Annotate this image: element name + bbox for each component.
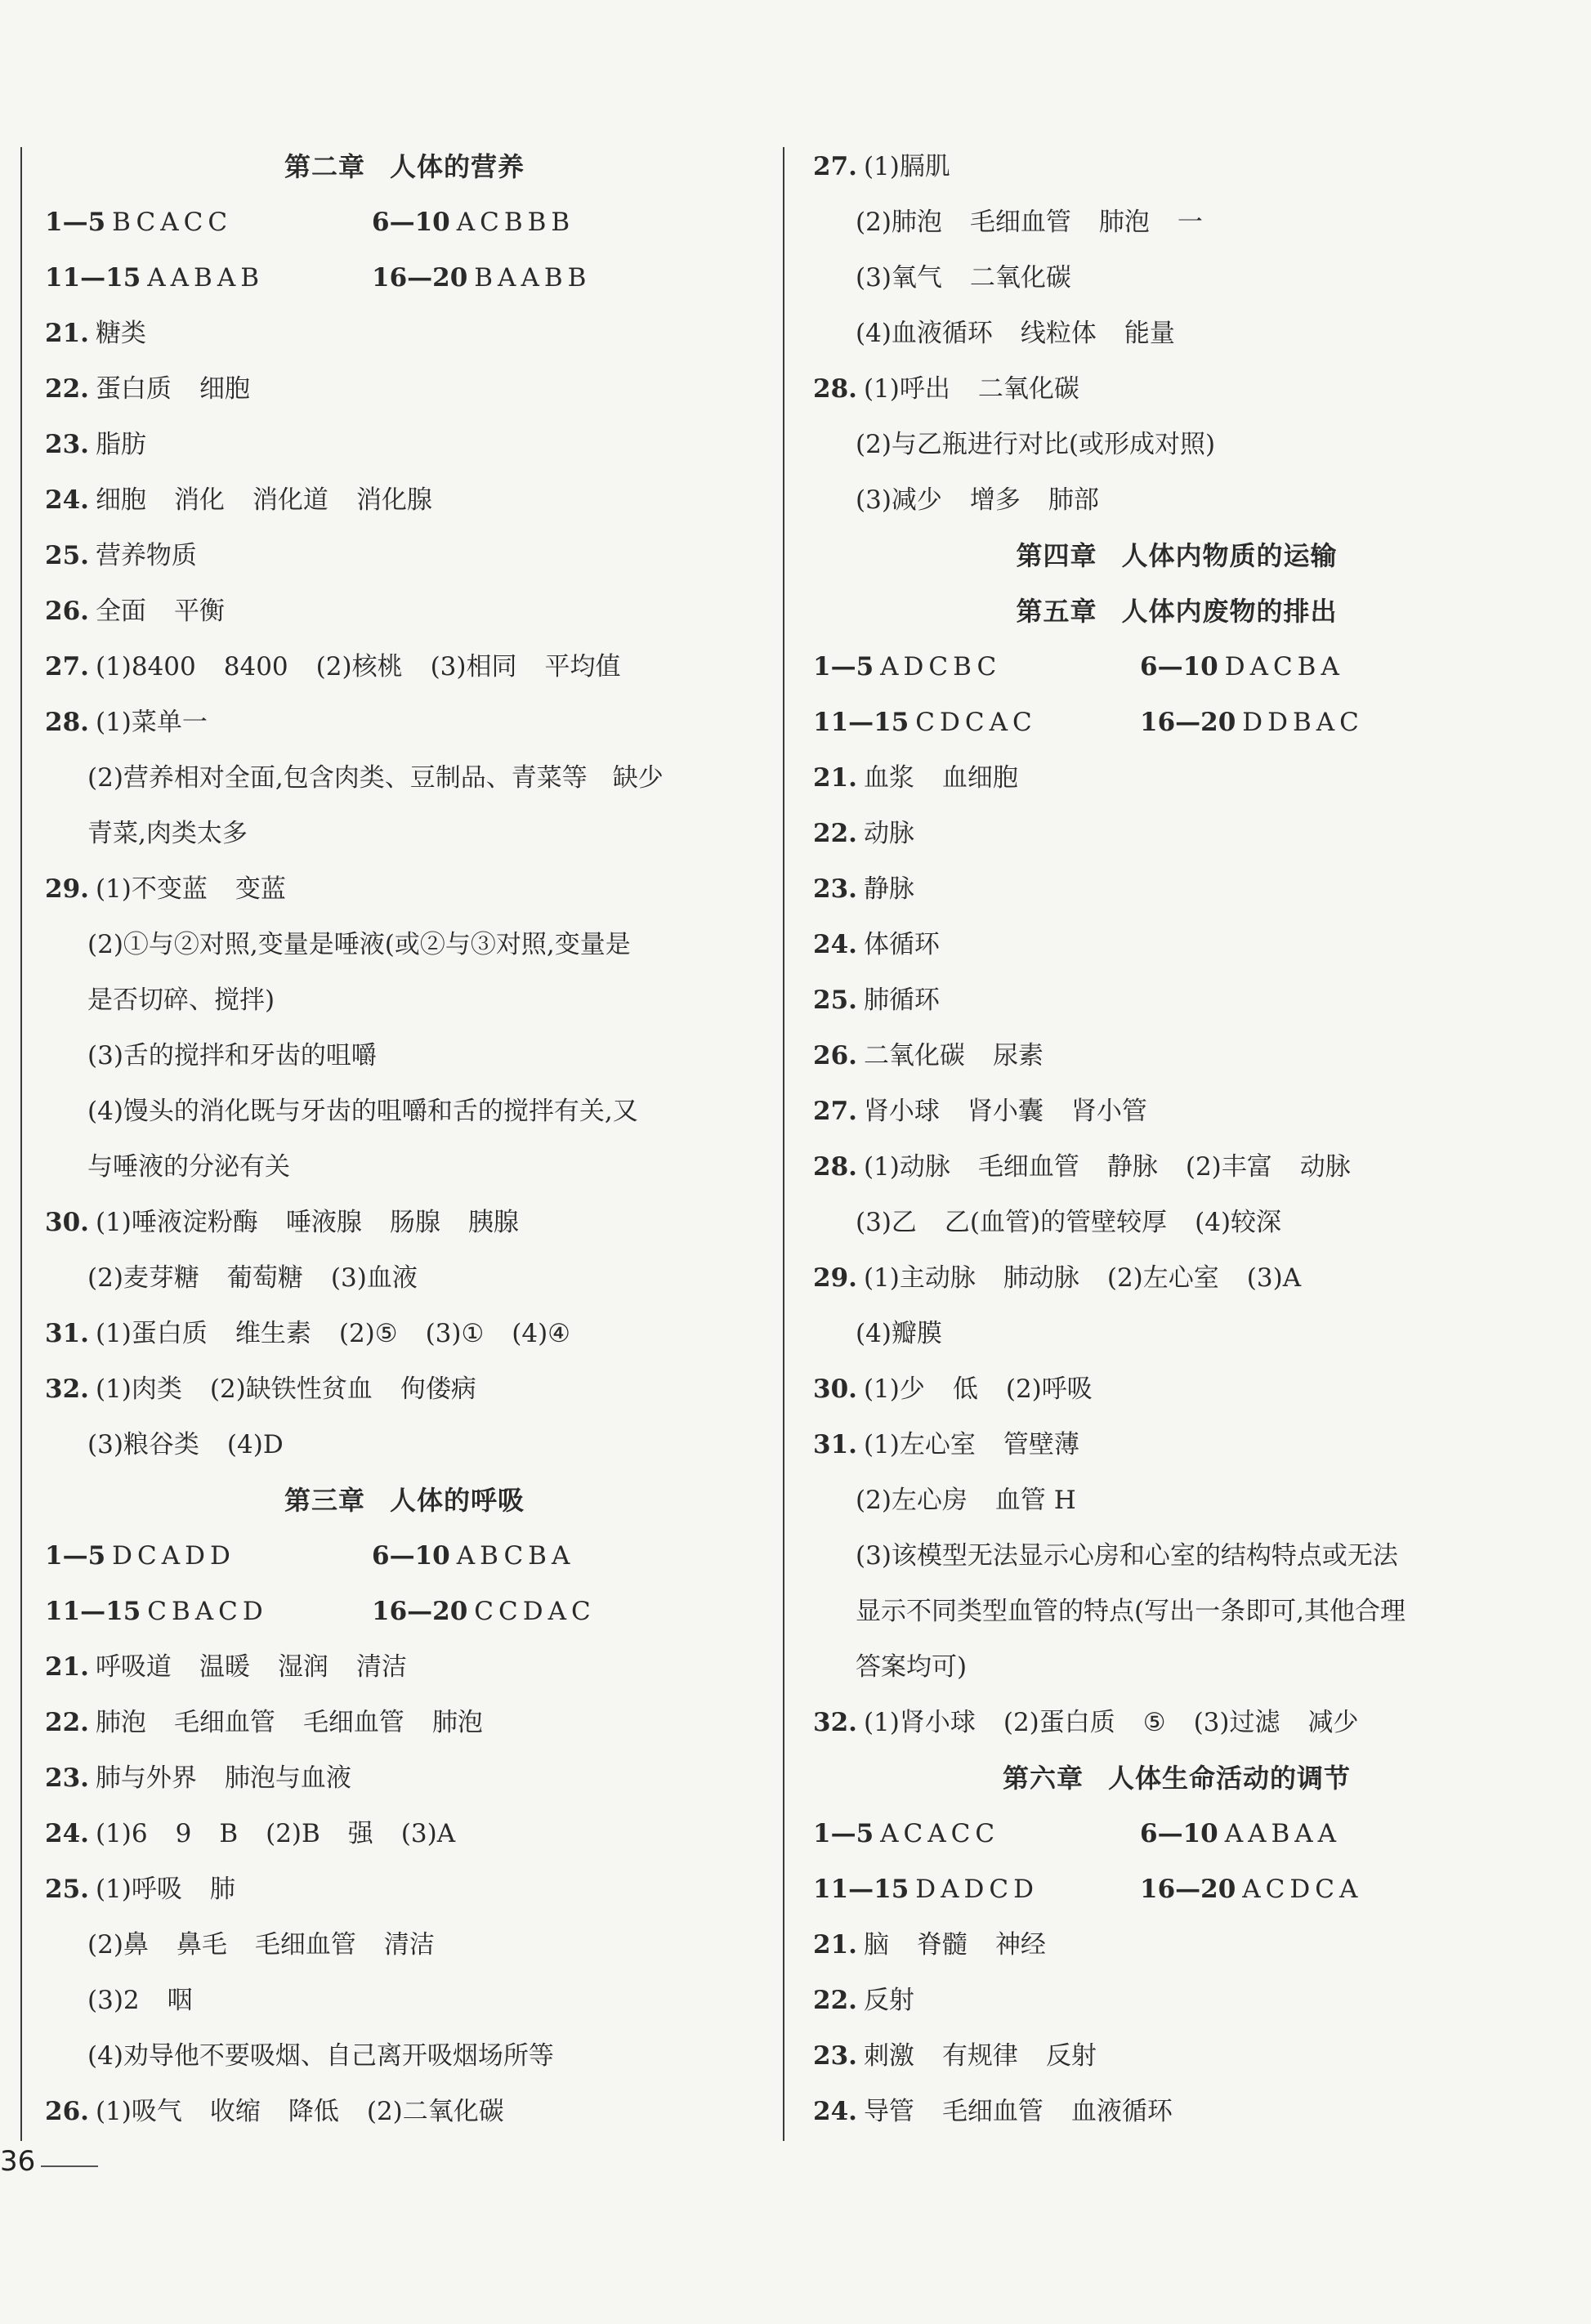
answer-22: 22. 动脉 [813,819,914,848]
answer-29-part-4: (4)瓣膜 [856,1319,942,1348]
answer-21: 21. 脑 脊髓 神经 [813,1930,1046,1960]
answer-28-part-2: (2)营养相对全面,包含肉类、豆制品、青菜等 缺少 [87,763,664,793]
chapter-2-heading: 第二章 人体的营养 [284,151,525,182]
answer-25: 25. 肺循环 [813,985,940,1015]
right-column [813,139,1540,2139]
answer-32: 32. (1)肾小球 (2)蛋白质 ⑤ (3)过滤 减少 [813,1708,1359,1737]
answer-24: 24. 体循环 [813,930,940,959]
page-number: 36 [0,2145,36,2178]
answer-21: 21. 呼吸道 温暖 湿润 清洁 [45,1652,407,1682]
mc-answers-1-10: 1—5 DCADD 6—10 ABCBA [45,1541,575,1571]
column-divider [783,147,784,2141]
answer-28: 28. (1)呼出 二氧化碳 [813,374,1079,404]
chapter-3-heading: 第三章 人体的呼吸 [284,1485,525,1516]
answer-27-part-3: (3)氧气 二氧化碳 [856,263,1071,293]
answer-25: 25. 营养物质 [45,541,197,570]
answer-27: 27. (1)8400 8400 (2)核桃 (3)相同 平均值 [45,652,621,682]
answer-22: 22. 反射 [813,1986,914,2015]
answer-30: 30. (1)少 低 (2)呼吸 [813,1374,1093,1404]
left-margin-rule [20,147,22,2141]
answer-23: 23. 刺激 有规律 反射 [813,2041,1097,2071]
answer-29: 29. (1)主动脉 肺动脉 (2)左心室 (3)A [813,1263,1302,1293]
mc-answers-1-10: 1—5 ACACC 6—10 AABAA [813,1819,1342,1848]
mc-answers-11-20: 11—15 DADCD 16—20 ACDCA [813,1875,1363,1904]
answer-24: 24. (1)6 9 B (2)B 强 (3)A [45,1819,456,1848]
answer-31: 31. (1)左心室 管壁薄 [813,1430,1079,1459]
answer-25-part-3: (3)2 咽 [87,1986,193,2015]
answer-24: 24. 导管 毛细血管 血液循环 [813,2097,1173,2126]
answer-28: 28. (1)菜单一 [45,708,208,737]
answer-28-part-2-cont: 青菜,肉类太多 [87,819,248,848]
answer-30-part-2: (2)麦芽糖 葡萄糖 (3)血液 [87,1263,418,1293]
chapter-6-heading: 第六章 人体生命活动的调节 [1002,1763,1352,1794]
answer-31-part-2: (2)左心房 血管 H [856,1486,1076,1515]
answer-27-part-4: (4)血液循环 线粒体 能量 [856,319,1175,348]
answer-22: 22. 蛋白质 细胞 [45,374,250,404]
answer-30: 30. (1)唾液淀粉酶 唾液腺 肠腺 胰腺 [45,1208,519,1237]
answer-31-part-3: (3)该模型无法显示心房和心室的结构特点或无法 [856,1541,1398,1571]
mc-answers-11-20: 11—15 AABAB 16—20 BAABB [45,263,592,293]
mc-answers-1-10: 1—5 BCACC 6—10 ACBBB [45,208,575,237]
answer-29-part-2: (2)①与②对照,变量是唾液(或②与③对照,变量是 [87,930,631,959]
answer-32: 32. (1)肉类 (2)缺铁性贫血 佝偻病 [45,1374,476,1404]
answer-27: 27. (1)膈肌 [813,152,950,181]
answer-25-part-2: (2)鼻 鼻毛 毛细血管 清洁 [87,1930,435,1960]
answer-23: 23. 静脉 [813,874,914,904]
answer-26: 26. (1)吸气 收缩 降低 (2)二氧化碳 [45,2097,504,2126]
answer-32-part-3: (3)粮谷类 (4)D [87,1430,284,1459]
answer-28-part-2: (2)与乙瓶进行对比(或形成对照) [856,430,1216,459]
answer-29: 29. (1)不变蓝 变蓝 [45,874,286,904]
chapter-4-heading: 第四章 人体内物质的运输 [1016,540,1338,571]
answer-23: 23. 脂肪 [45,430,146,459]
answer-22: 22. 肺泡 毛细血管 毛细血管 肺泡 [45,1708,483,1737]
answer-25-part-4: (4)劝导他不要吸烟、自己离开吸烟场所等 [87,2041,554,2071]
page-number-rule [41,2165,98,2167]
chapter-5-heading: 第五章 人体内废物的排出 [1016,596,1338,627]
answer-28-part-3: (3)减少 增多 肺部 [856,485,1099,515]
answer-21: 21. 糖类 [45,319,146,348]
answer-28-part-3: (3)乙 乙(血管)的管壁较厚 (4)较深 [856,1208,1282,1237]
answer-31-part-3-cont: 显示不同类型血管的特点(写出一条即可,其他合理 [856,1597,1406,1626]
answer-26: 26. 二氧化碳 尿素 [813,1041,1044,1070]
answer-29-part-2-cont: 是否切碎、搅拌) [87,985,275,1015]
answer-27: 27. 肾小球 肾小囊 肾小管 [813,1097,1147,1126]
answer-28: 28. (1)动脉 毛细血管 静脉 (2)丰富 动脉 [813,1152,1351,1182]
left-column [45,139,764,2139]
mc-answers-1-10: 1—5 ADCBC 6—10 DACBA [813,652,1344,682]
answer-25: 25. (1)呼吸 肺 [45,1875,235,1904]
answer-27-part-2: (2)肺泡 毛细血管 肺泡 一 [856,208,1203,237]
answer-21: 21. 血浆 血细胞 [813,763,1018,793]
answer-26: 26. 全面 平衡 [45,597,225,626]
answer-29-part-4: (4)馒头的消化既与牙齿的咀嚼和舌的搅拌有关,又 [87,1097,638,1126]
mc-answers-11-20: 11—15 CDCAC 16—20 DDBAC [813,708,1364,737]
answer-24: 24. 细胞 消化 消化道 消化腺 [45,485,432,515]
answer-29-part-4-cont: 与唾液的分泌有关 [87,1152,290,1182]
answer-31: 31. (1)蛋白质 维生素 (2)⑤ (3)① (4)④ [45,1319,570,1348]
mc-answers-11-20: 11—15 CBACD 16—20 CCDAC [45,1597,596,1626]
answer-31-part-3-end: 答案均可) [856,1652,968,1682]
answer-29-part-3: (3)舌的搅拌和牙齿的咀嚼 [87,1041,377,1070]
answer-23: 23. 肺与外界 肺泡与血液 [45,1763,351,1793]
